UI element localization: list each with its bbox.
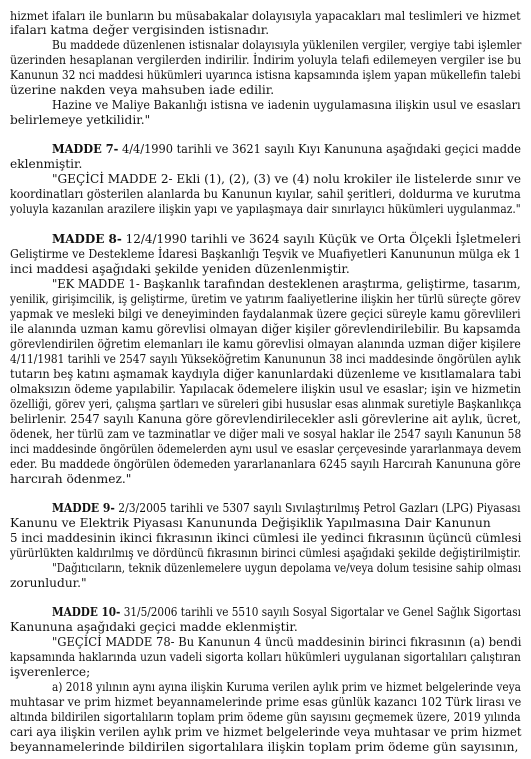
text-line [52, 143, 521, 156]
line-text: inci maddesi aşağıdaki şekilde yeniden düzenlenmiştir. [10, 262, 350, 276]
line-text: 4/4/1990 tarihli ve 3621 sayılı Kıyı Kanununa aşağıdaki geçici madde [118, 142, 521, 156]
line-text: a) 2018 yılının aynı ayına ilişkin Kuruma verilen aylık prim ve hizmet belgelerinde veya [52, 680, 521, 694]
line-text: belirlenir. 2547 sayılı Kanuna göre görevlendirilecekler asli görevlerine ait aylık, ücret, [10, 412, 522, 426]
line-text: kapsamında haklarında uzun vadeli sigorta kolları hükümleri uygulanan sigortalıları çalıştıran [10, 650, 521, 664]
line-text: Kanununa aşağıdaki geçici madde eklenmiştir. [10, 620, 298, 634]
text-line [10, 651, 521, 664]
line-text: koordinatları gösterilen alanlarda bu Kanunun kıyılar, sahil şeritleri, doldurma ve kurutma [10, 187, 521, 201]
line-text: 5 inci maddesinin ikinci fıkrasının ikinci cümlesi ile yedinci fıkrasının üçüncü cümlesi [10, 531, 522, 545]
text-line [10, 398, 521, 411]
text-line [52, 173, 521, 186]
text-line [10, 188, 521, 201]
line-text: harcırah ödenmez." [10, 472, 132, 486]
line-text: ödenek, her türlü zam ve tazminatlar ve diğer mali ve sosyal haklar ile 2547 sayılı Kanunun 58 [10, 427, 522, 441]
text-line [10, 428, 521, 441]
line-text: olmaksızın ödeme yapılabilir. Yapılacak ödemelere ilişkin usul ve esaslar; işin ve hizmetin [10, 382, 522, 396]
text-line [10, 711, 521, 724]
line-text: Geliştirme ve Destekleme İdaresi Başkanlığı Teşvik ve Muafiyetleri Kanununun mülga ek 1 [10, 247, 521, 261]
text-line [10, 443, 521, 456]
line-text: üzerinden hesaplanan vergilerden indirilir. İndirim yoluyla telafi edilemeyen vergiler ise bu [10, 53, 522, 67]
line-text: hizmet ifaları ile bunların bu müsabakalar dolayısıyla yapacakları mal teslimleri ve hizmet [10, 9, 521, 23]
line-text: belirlemeye yetkilidir." [10, 113, 151, 127]
line-text: yenilik, girişimcilik, iş geliştirme, üretim ve yatırım faaliyetlerine ilişkin her türlü süreçte görev [10, 292, 521, 306]
text-line [52, 278, 521, 291]
text-line [10, 547, 521, 560]
line-text: eder. Bu maddede öngörülen ödemeden yararlananlara 6245 sayılı Harcırah Kanununa göre [10, 457, 521, 471]
line-text: beyannamelerinde bildirilen sigortalılara ilişkin toplam prim ödeme gün sayısının, [10, 740, 519, 754]
text-line [52, 636, 521, 649]
line-text: üzerine nakden veya mahsuben iade edilir. [10, 83, 275, 97]
line-text: görevlendirilen öğretim elemanları ile kamu görevlisi olmayan alanında uzman diğer kişilere [10, 337, 521, 351]
text-line [10, 741, 518, 754]
line-text: 4/11/1981 tarihli ve 2547 sayılı Yükseköğretim Kanununun 38 inci maddesinde öngörülen aylık [10, 352, 521, 366]
line-text: "GEÇİCİ MADDE 2- Ekli (1), (2), (3) ve (4) nolu krokiler ile listelerde sınır ve [52, 172, 521, 186]
text-line [10, 473, 131, 486]
line-text: tutarın beş katını aşmamak kaydıyla diğer kanunlardaki düzenleme ve kısıtlamalara tabi [10, 367, 522, 381]
line-text: yapmak ve mesleki bilgi ve deneyiminden faydalanmak üzere geçici süreyle kamu görevlileri [10, 307, 521, 321]
line-text: "EK MADDE 1- Başkanlık tarafından desteklenen araştırma, geliştirme, tasarım, [52, 277, 521, 291]
line-text: 12/4/1990 tarihli ve 3624 sayılı Küçük ve Orta Ölçekli İşletmeleri [121, 232, 521, 246]
text-line [10, 293, 521, 306]
line-text: Bu maddede düzenlenen istisnalar dolayısıyla yüklenilen vergiler, vergiye tabi işlemler [52, 38, 522, 52]
text-line [52, 681, 521, 694]
text-line [10, 413, 521, 426]
line-text: "GEÇİCİ MADDE 78- Bu Kanunun 4 üncü maddesinin birinci fıkrasının (a) bendi [52, 635, 522, 649]
line-text: ifaları katma değer vergisinden istisnadır. [10, 23, 270, 37]
text-line [10, 24, 269, 37]
line-text: özelliği, görev yeri, çalışma şartları ve süreleri gibi hususlar esas alınmak suretiyle Başkanlıkça [10, 397, 522, 411]
text-line [10, 696, 521, 709]
text-line [10, 383, 521, 396]
article-heading: MADDE 10- [52, 605, 121, 619]
text-line [10, 353, 521, 366]
text-line [10, 577, 87, 590]
text-line [10, 203, 521, 216]
text-line [10, 666, 90, 679]
line-text: 2/3/2005 tarihli ve 5307 sayılı Sıvılaştırılmış Petrol Gazları (LPG) Piyasası [114, 501, 521, 515]
line-text: 31/5/2006 tarihli ve 5510 sayılı Sosyal Sigortalar ve Genel Sağlık Sigortası [120, 605, 522, 619]
text-line [10, 54, 521, 67]
text-line [10, 368, 521, 381]
text-line [10, 621, 298, 634]
text-line [10, 308, 521, 321]
article-heading: MADDE 7- [52, 142, 119, 156]
text-line [10, 532, 521, 545]
text-line [10, 323, 521, 336]
text-line [52, 502, 521, 515]
text-line [10, 458, 521, 471]
text-line [52, 606, 521, 619]
text-line [10, 158, 82, 171]
text-line [52, 99, 521, 112]
line-text: altında bildirilen sigortalıların toplam prim ödeme gün sayısını geçmemek üzere, 2019 yılında [10, 710, 521, 724]
line-text: cari aya ilişkin verilen aylık prim ve hizmet belgelerinde veya muhtasar ve prim hizmet [10, 725, 522, 739]
text-line [10, 84, 274, 97]
line-text: yoluyla kazanılan arazilere ilişkin yapı ve yapılaşmaya dair sınırlayıcı hükümleri uygulanmaz." [10, 202, 521, 216]
line-text: eklenmiştir. [10, 157, 83, 171]
line-text: inci maddesinde öngörülen ödemelerden aynı usul ve esaslar çerçevesinde yararlanmaya devem [10, 442, 522, 456]
text-line [10, 114, 150, 127]
text-line [10, 263, 350, 276]
text-line [10, 248, 521, 261]
article-heading: MADDE 8- [52, 232, 122, 246]
line-text: ile alanında uzman kamu görevlisi olmayan diğer kişiler görevlendirilebilir. Bu kapsamda [10, 322, 521, 336]
line-text: Kanunu ve Elektrik Piyasası Kanununda Değişiklik Yapılmasına Dair Kanunun [10, 516, 491, 530]
line-text: Kanunun 32 nci maddesi hükümleri uyarınca istisna kapsamında işlem yapan mükellefin talebi [10, 68, 521, 82]
text-line [10, 10, 521, 23]
text-line [52, 233, 521, 246]
line-text: Hazine ve Maliye Bakanlığı istisna ve iadenin uygulamasına ilişkin usul ve esasları [52, 98, 521, 112]
line-text: yürürlükten kaldırılmış ve dördüncü fıkrasının birinci cümlesi aşağıdaki şekilde değiştirilmiştir. [10, 546, 521, 560]
article-heading: MADDE 9- [52, 501, 115, 515]
text-line [52, 39, 521, 52]
line-text: işverenlerce; [10, 665, 91, 679]
line-text: "Dağıtıcıların, teknik düzenlemelere uygun depolama ve/veya dolum tesisine sahip olması [52, 561, 522, 575]
text-line [10, 726, 521, 739]
text-line [52, 562, 521, 575]
text-line [10, 517, 491, 530]
line-text: zorunludur." [10, 576, 87, 590]
line-text: muhtasar ve prim hizmet beyannamelerinde prime esas günlük kazancı 102 Türk lirası ve [10, 695, 522, 709]
text-line [10, 338, 521, 351]
text-line [10, 69, 521, 82]
